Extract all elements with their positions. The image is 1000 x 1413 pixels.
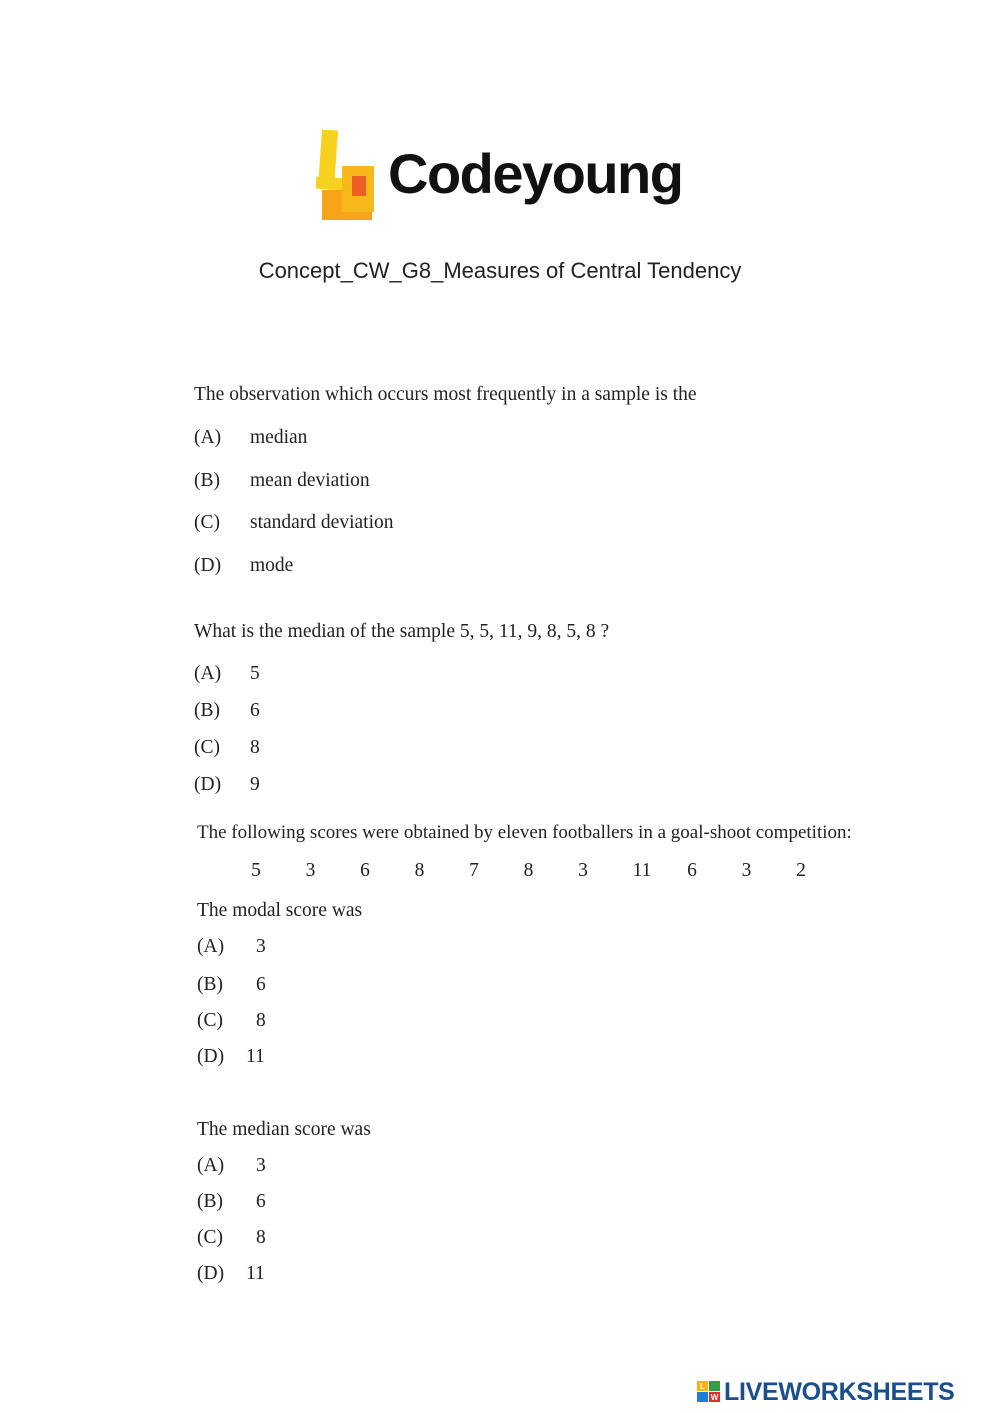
option-value: 6 [256, 974, 266, 995]
option-value: 6 [250, 700, 260, 721]
option-value: 3 [256, 936, 266, 957]
option-value: 8 [256, 1227, 266, 1248]
icon-letter-l: L [700, 1382, 705, 1391]
scores-list [236, 860, 816, 882]
option-value: 8 [250, 737, 260, 758]
option-letter: (B) [194, 470, 220, 491]
score-value: 5 [251, 860, 261, 881]
option-value: 3 [256, 1155, 266, 1176]
option-value: 11 [246, 1046, 265, 1067]
score-value: 7 [469, 860, 479, 881]
option-value: 9 [250, 774, 260, 795]
option-value: mode [250, 555, 294, 576]
option-letter: (D) [194, 555, 222, 576]
score-value: 11 [632, 860, 652, 881]
question-1-text: The observation which occurs most frequently in a sample is the [194, 384, 697, 405]
score-value: 8 [414, 860, 425, 881]
question-3-intro: The following scores were obtained by eleven footballers in a goal-shoot competition: [197, 822, 852, 843]
option-letter: (D) [194, 774, 222, 795]
option-letter: (A) [194, 663, 222, 684]
score-value: 6 [687, 860, 697, 881]
score-value: 3 [578, 860, 588, 881]
option-letter: (C) [194, 737, 220, 758]
document-title: Concept_CW_G8_Measures of Central Tendency [258, 258, 742, 283]
option-letter: (D) [197, 1046, 225, 1067]
logo-text: Codeyoung [388, 142, 683, 205]
option-value: 6 [256, 1191, 266, 1212]
option-letter: (B) [197, 974, 223, 995]
liveworksheets-text: LIVEWORKSHEETS [724, 1378, 955, 1406]
codeyoung-logo-mark-icon [312, 126, 378, 226]
option-value: standard deviation [250, 512, 394, 533]
question-2-text: What is the median of the sample 5, 5, 11, 9, 8, 5, 8 ? [194, 621, 610, 642]
option-letter: (B) [197, 1191, 223, 1212]
option-letter: (A) [197, 1155, 225, 1176]
codeyoung-logo [312, 126, 702, 232]
option-letter: (A) [197, 936, 225, 957]
option-value: 8 [256, 1010, 266, 1031]
option-letter: (A) [194, 427, 222, 448]
option-value: 11 [246, 1263, 265, 1284]
option-letter: (D) [197, 1263, 225, 1284]
score-value: 3 [305, 860, 316, 881]
option-letter: (B) [194, 700, 220, 721]
liveworksheets-logo-icon [696, 1380, 722, 1404]
question-4-text: The median score was [197, 1119, 371, 1140]
liveworksheets-brand[interactable] [696, 1378, 996, 1408]
score-value: 8 [523, 860, 534, 881]
score-value: 6 [360, 860, 370, 881]
question-3-text: The modal score was [197, 900, 363, 921]
option-value: 5 [250, 663, 260, 684]
option-letter: (C) [197, 1010, 223, 1031]
option-value: median [250, 427, 308, 448]
score-value: 2 [796, 860, 806, 881]
option-value: mean deviation [250, 470, 370, 491]
score-value: 3 [741, 860, 752, 881]
option-letter: (C) [194, 512, 220, 533]
option-letter: (C) [197, 1227, 223, 1248]
icon-letter-w: W [710, 1393, 719, 1402]
